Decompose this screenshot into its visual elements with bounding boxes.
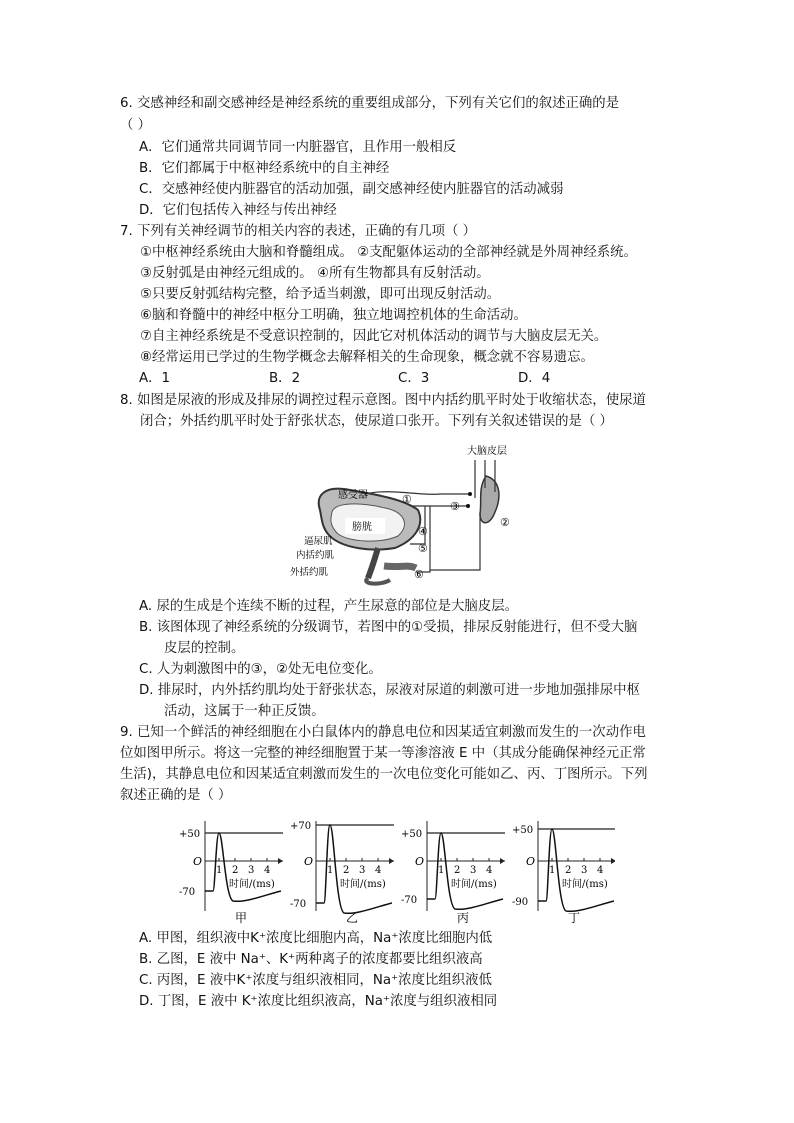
q8-urination-diagram <box>290 440 530 590</box>
label-detrusor: 逼尿肌 <box>304 536 333 547</box>
q9-stem-line3: 生活)，其静息电位和因某适宜刺激而发生的一次电位变化可能如乙、丙、丁图所示。下列 <box>120 767 648 782</box>
q7-option-d: D．4 <box>518 371 551 386</box>
label-path-5: ⑤ <box>418 542 428 555</box>
graph-name-label: 丁 <box>568 911 581 925</box>
q6-option-a: A．它们通常共同调节同一内脏器官，且作用一般相反 <box>139 140 457 155</box>
graph-3 <box>401 821 505 925</box>
q8-option-a: A. 尿的生成是个连续不断的过程，产生尿意的部位是大脑皮层。 <box>139 599 518 614</box>
x-tick-label: 3 <box>359 865 366 876</box>
bottom-value-label: -70 <box>401 895 418 906</box>
label-path-6: ⑥ <box>414 568 424 581</box>
q9-option-d: D. 丁图，E 液中 K⁺浓度比组织液高，Na⁺浓度与组织液相同 <box>139 994 498 1009</box>
q9-option-a: A. 甲图，组织液中K⁺浓度比细胞内高，Na⁺浓度比细胞内低 <box>139 931 493 946</box>
x-tick-label: 3 <box>470 865 477 876</box>
q7-statement-6: ⑥脑和脊髓中的神经中枢分工明确，独立地调控机体的生命活动。 <box>140 308 527 323</box>
q7-statement-5: ⑤只要反射弧结构完整，给予适当刺激，即可出现反射活动。 <box>140 287 501 302</box>
q8-option-b-line2: 皮层的控制。 <box>164 641 245 656</box>
q7-option-c: C．3 <box>398 371 430 386</box>
q7-options <box>0 370 794 388</box>
origin-label: O <box>193 855 203 868</box>
origin-label: O <box>304 855 314 868</box>
x-tick-label: 4 <box>375 865 382 876</box>
x-tick-label: 2 <box>343 865 350 876</box>
x-axis-label: 时间/(ms) <box>562 879 608 890</box>
q6-stem: 6. 交感神经和副交感神经是神经系统的重要组成部分，下列有关它们的叙述正确的是 <box>120 96 620 111</box>
x-axis-arrow <box>611 858 615 864</box>
q8-stem-line2: 闭合；外括约肌平时处于舒张状态，使尿道口张开。下列有关叙述错误的是（ ） <box>140 414 613 429</box>
graph-name-label: 乙 <box>346 911 359 925</box>
q9-stem-line2: 位如图甲所示。将这一完整的神经细胞置于某一等渗溶液 E 中（其成分能确保神经元正常 <box>120 746 646 761</box>
bottom-value-label: -70 <box>290 899 307 910</box>
graph-name-label: 丙 <box>457 911 470 925</box>
bottom-value-label: -70 <box>179 887 196 898</box>
q6-option-b: B．它们都属于中枢神经系统中的自主神经 <box>139 161 390 176</box>
label-inner-sphincter: 内括约肌 <box>296 550 335 561</box>
x-tick-label: 4 <box>486 865 493 876</box>
x-axis-arrow <box>500 858 505 864</box>
q9-option-c: C. 丙图，E 液中K⁺浓度与组织液相同，Na⁺浓度比组织液低 <box>139 973 492 988</box>
origin-label: O <box>526 855 536 868</box>
top-value-label: +50 <box>512 825 534 836</box>
x-axis-arrow <box>278 858 283 864</box>
q9-potential-graphs <box>175 815 615 925</box>
x-tick-label: 1 <box>327 865 334 876</box>
label-bladder: 膀胱 <box>352 522 372 533</box>
x-tick-label: 1 <box>438 865 445 876</box>
x-tick-label: 1 <box>549 865 556 876</box>
q7-statement-8: ⑧经常运用已学过的生物学概念去解释相关的生命现象，概念就不容易遗忘。 <box>140 350 594 365</box>
x-tick-label: 2 <box>565 865 572 876</box>
top-value-label: +50 <box>179 829 201 840</box>
q9-option-b: B. 乙图，E 液中 Na⁺、K⁺两种离子的浓度都要比组织液高 <box>139 952 483 967</box>
x-axis-label: 时间/(ms) <box>229 879 275 890</box>
bottom-value-label: -90 <box>512 897 529 908</box>
q9-stem-line1: 9. 已知一个鲜活的神经细胞在小白鼠体内的静息电位和因某适宜刺激而发生的一次动作电 <box>120 725 646 740</box>
x-axis-arrow <box>389 858 394 864</box>
graph-4 <box>512 821 615 925</box>
q8-option-c: C. 人为刺激图中的③，②处无电位变化。 <box>139 662 382 677</box>
label-receptor: 感受器 <box>338 490 368 501</box>
q7-option-b: B．2 <box>269 371 301 386</box>
q7-option-a: A．1 <box>139 371 171 386</box>
label-cerebral-cortex: 大脑皮层 <box>467 446 507 457</box>
graph-1 <box>179 821 283 925</box>
x-tick-label: 3 <box>581 865 588 876</box>
q8-option-d-line2: 活动，这属于一种正反馈。 <box>164 704 325 719</box>
q7-statement-7: ⑦自主神经系统是不受意识控制的，因此它对机体活动的调节与大脑皮层无关。 <box>140 329 608 344</box>
q7-stem: 7. 下列有关神经调节的相关内容的表述，正确的有几项（ ） <box>120 224 477 239</box>
q8-option-d-line1: D. 排尿时，内外括约肌均处于舒张状态，尿液对尿道的刺激可进一步地加强排尿中枢 <box>139 683 640 698</box>
x-tick-label: 4 <box>264 865 271 876</box>
q7-statement-3-4: ③反射弧是由神经元组成的。 ④所有生物都具有反射活动。 <box>140 266 490 281</box>
label-path-4: ④ <box>418 525 428 538</box>
q6-option-c: C．交感神经使内脏器官的活动加强，副交感神经使内脏器官的活动减弱 <box>139 182 564 197</box>
top-value-label: +70 <box>290 821 312 832</box>
q6-bracket: （ ） <box>120 118 152 133</box>
graph-name-label: 甲 <box>235 911 248 925</box>
graph-2 <box>290 821 394 925</box>
q7-statement-1-2: ①中枢神经系统由大脑和脊髓组成。 ②支配躯体运动的全部神经就是外周神经系统。 <box>140 245 637 260</box>
x-axis-label: 时间/(ms) <box>340 879 386 890</box>
q8-stem-line1: 8. 如图是尿液的形成及排尿的调控过程示意图。图中内括约肌平时处于收缩状态，使尿道 <box>120 393 646 408</box>
label-path-2: ② <box>500 516 510 529</box>
x-tick-label: 1 <box>216 865 223 876</box>
origin-label: O <box>415 855 425 868</box>
q6-option-d: D．它们包括传入神经与传出神经 <box>139 203 337 218</box>
q9-stem-line4: 叙述正确的是（ ） <box>120 788 232 803</box>
label-path-3: ③ <box>450 500 460 513</box>
label-outer-sphincter: 外括约肌 <box>290 567 329 578</box>
x-tick-label: 2 <box>454 865 461 876</box>
x-axis-label: 时间/(ms) <box>451 879 497 890</box>
x-tick-label: 4 <box>597 865 604 876</box>
q8-option-b-line1: B. 该图体现了神经系统的分级调节，若图中的①受损，排尿反射能进行，但不受大脑 <box>139 620 638 635</box>
x-tick-label: 3 <box>248 865 255 876</box>
x-tick-label: 2 <box>232 865 239 876</box>
top-value-label: +50 <box>401 829 423 840</box>
label-path-1: ① <box>402 493 412 506</box>
